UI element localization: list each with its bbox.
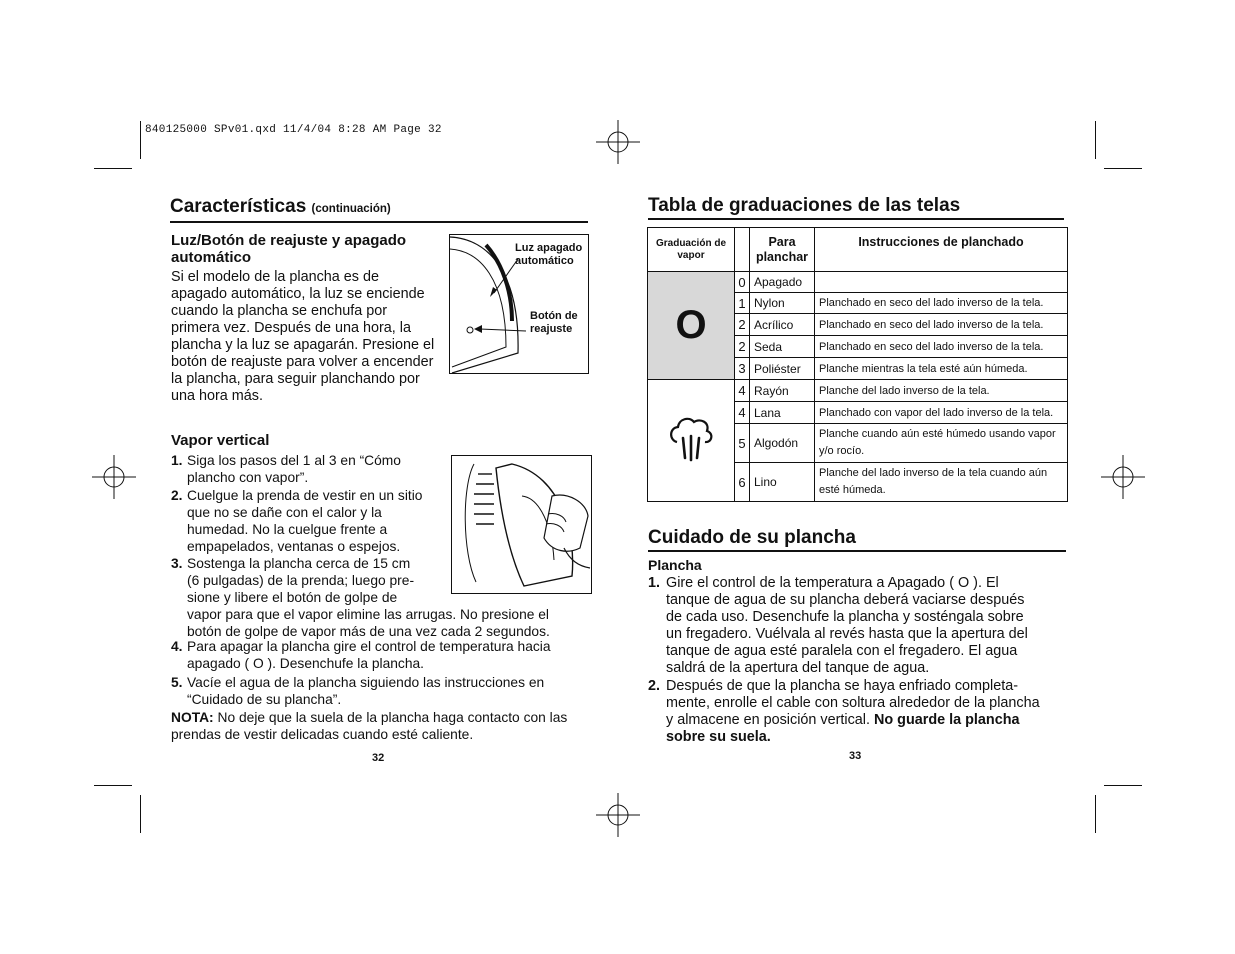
item-number: 2. — [171, 488, 183, 503]
item-line: Sostenga la plancha cerca de 15 cm — [187, 556, 411, 571]
title-continuation: (continuación) — [311, 203, 391, 215]
auto-off-figure — [449, 234, 589, 374]
crop-mark — [1104, 168, 1142, 169]
header-fabric: Para planchar — [750, 228, 815, 272]
fabric-name: Apagado — [750, 272, 815, 293]
item-line: que no se dañe con el calor y la — [187, 505, 382, 520]
instruction: Planchado con vapor del lado inverso de la tela. — [815, 402, 1068, 424]
item-line: Gire el control de la temperatura a Apagado ( O ). El — [666, 575, 999, 591]
setting-number: 6 — [735, 463, 750, 502]
right-page-title: Tabla de graduaciones de las telas — [648, 195, 961, 216]
fabric-name: Nylon — [750, 293, 815, 314]
paragraph-line: plancha y la luz se apagarán. Presione el — [171, 337, 435, 353]
care-rule — [648, 550, 1066, 552]
item-number: 3. — [171, 556, 183, 571]
label-line: reajuste — [530, 323, 573, 335]
heading-line: Luz/Botón de reajuste y apagado — [171, 232, 407, 249]
steam-icon — [669, 416, 713, 462]
label-line: Luz apagado — [515, 242, 583, 254]
item-line: humedad. No la cuelgue frente a — [187, 522, 388, 537]
item-line: Cuelgue la prenda de vestir en un sitio — [187, 488, 423, 503]
list-item — [171, 452, 441, 486]
setting-number: 4 — [735, 380, 750, 402]
item-line: “Cuidado de su plancha”. — [187, 692, 342, 707]
setting-number: 5 — [735, 424, 750, 463]
header-blank — [735, 228, 750, 272]
item-number: 1. — [171, 453, 183, 468]
fabric-name: Seda — [750, 336, 815, 358]
paragraph-line: apagado automático, la luz se enciende — [171, 286, 425, 302]
setting-number: 0 — [735, 272, 750, 293]
title-main: Características — [170, 196, 307, 217]
instruction: Planchado en seco del lado inverso de la tela. — [815, 314, 1068, 336]
registration-mark-icon — [92, 455, 136, 499]
item-line: plancho con vapor”. — [187, 470, 309, 485]
item-number: 4. — [171, 639, 183, 654]
list-item — [648, 678, 1068, 746]
setting-number: 3 — [735, 358, 750, 380]
label-line: Botón de — [530, 310, 578, 322]
instruction: Planche del lado inverso de la tela cuando aún esté húmeda. — [815, 463, 1068, 502]
item-line: mente, enrolle el cable con soltura alrededor de la plancha — [666, 695, 1040, 711]
item-line: (6 pulgadas) de la prenda; luego pre- — [187, 573, 415, 588]
left-page-title — [170, 196, 391, 218]
fabric-name: Acrílico — [750, 314, 815, 336]
item-number: 2. — [648, 678, 661, 694]
table-row — [648, 380, 1068, 402]
item-line: vapor para que el vapor elimine las arrugas. No presione el — [187, 607, 549, 622]
instruction: Planche cuando aún esté húmedo usando vapor y/o rocío. — [815, 424, 1068, 463]
care-title: Cuidado de su plancha — [648, 527, 856, 548]
file-slug: 840125000 SPv01.qxd 11/4/04 8:28 AM Page 32 — [145, 124, 442, 136]
registration-mark-icon — [596, 793, 640, 837]
item-line: Después de que la plancha se haya enfriado completa- — [666, 678, 1019, 694]
item-line: un fregadero. Vuélvala al revés hasta que la apertura del — [666, 626, 1028, 642]
list-item — [171, 555, 591, 640]
instruction: Planche mientras la tela esté aún húmeda. — [815, 358, 1068, 380]
paragraph-line: Si el modelo de la plancha es de — [171, 269, 380, 285]
paragraph-line: botón de reajuste para volver a encender — [171, 354, 434, 370]
table-header-row — [648, 228, 1068, 272]
off-symbol: O — [648, 272, 735, 380]
label-line: automático — [515, 255, 574, 267]
crop-mark — [140, 795, 141, 833]
fabric-name: Lino — [750, 463, 815, 502]
crop-mark — [94, 168, 132, 169]
item-line: tanque de agua esté paralela con el fregadero. El agua — [666, 643, 1018, 659]
note-text: prendas de vestir delicadas cuando esté caliente. — [171, 727, 474, 742]
section-heading-auto-off — [171, 232, 406, 266]
registration-mark-icon — [1101, 455, 1145, 499]
fabric-name: Poliéster — [750, 358, 815, 380]
note-text: No deje que la suela de la plancha haga contacto con las — [213, 710, 568, 725]
note-label: NOTA: — [171, 710, 214, 725]
page-number: 32 — [372, 752, 385, 764]
section-heading-vertical-steam: Vapor vertical — [171, 432, 270, 449]
crop-mark — [1104, 785, 1142, 786]
item-line: sione y libere el botón de golpe de — [187, 590, 398, 605]
header-instructions: Instrucciones de planchado — [815, 228, 1068, 272]
item-bold-text: sobre su suela. — [666, 729, 771, 745]
item-line: Siga los pasos del 1 al 3 en “Cómo — [187, 453, 401, 468]
setting-number: 2 — [735, 314, 750, 336]
crop-mark — [94, 785, 132, 786]
instruction — [815, 272, 1068, 293]
fabric-name: Lana — [750, 402, 815, 424]
instruction: Planchado en seco del lado inverso de la tela. — [815, 336, 1068, 358]
item-number: 1. — [648, 575, 661, 591]
item-line: de cada uso. Desenchufe la plancha y sosténgala sobre — [666, 609, 1024, 625]
paragraph-line: una hora más. — [171, 388, 263, 404]
item-bold-text: No guarde la plancha — [873, 712, 1020, 728]
reset-button-label — [530, 310, 578, 336]
instruction: Planche del lado inverso de la tela. — [815, 380, 1068, 402]
title-rule — [170, 221, 588, 223]
setting-number: 4 — [735, 402, 750, 424]
paragraph-line: cuando la plancha se enchufa por — [171, 303, 388, 319]
item-line: apagado ( O ). Desenchufe la plancha. — [187, 656, 424, 671]
list-item — [648, 575, 1068, 677]
item-line: botón de golpe de vapor más de una vez cada 2 segundos. — [187, 624, 550, 639]
instruction: Planchado en seco del lado inverso de la tela. — [815, 293, 1068, 314]
auto-off-paragraph — [171, 269, 434, 405]
list-item — [171, 638, 591, 672]
fabric-settings-table — [647, 227, 1068, 502]
note — [171, 709, 596, 743]
item-line: y almacene en posición vertical. — [666, 712, 874, 728]
header-steam: Graduación de vapor — [648, 228, 735, 272]
item-line: saldrá de la apertura del tanque de agua. — [666, 660, 930, 676]
item-line: Vacíe el agua de la plancha siguiendo las instrucciones en — [187, 675, 545, 690]
crop-mark — [1095, 121, 1096, 159]
crop-mark — [140, 121, 141, 159]
list-item — [171, 674, 591, 708]
crop-mark — [1095, 795, 1096, 833]
care-subheading: Plancha — [648, 557, 702, 573]
item-line: Para apagar la plancha gire el control de temperatura hacia — [187, 639, 551, 654]
table-row — [648, 272, 1068, 293]
paragraph-line: primera vez. Después de una hora, la — [171, 320, 411, 336]
registration-mark-icon — [596, 120, 640, 164]
setting-number: 2 — [735, 336, 750, 358]
paragraph-line: la plancha, para seguir planchando por — [171, 371, 420, 387]
fabric-name: Rayón — [750, 380, 815, 402]
item-number: 5. — [171, 675, 183, 690]
setting-number: 1 — [735, 293, 750, 314]
heading-line: automático — [171, 249, 252, 266]
steam-cell — [648, 380, 735, 502]
page-number: 33 — [849, 750, 862, 762]
auto-off-light-label — [515, 242, 582, 268]
fabric-name: Algodón — [750, 424, 815, 463]
item-line: empapelados, ventanas o espejos. — [187, 539, 401, 554]
title-rule — [648, 218, 1064, 220]
list-item — [171, 487, 441, 555]
item-line: tanque de agua de su plancha deberá vaciarse después — [666, 592, 1025, 608]
